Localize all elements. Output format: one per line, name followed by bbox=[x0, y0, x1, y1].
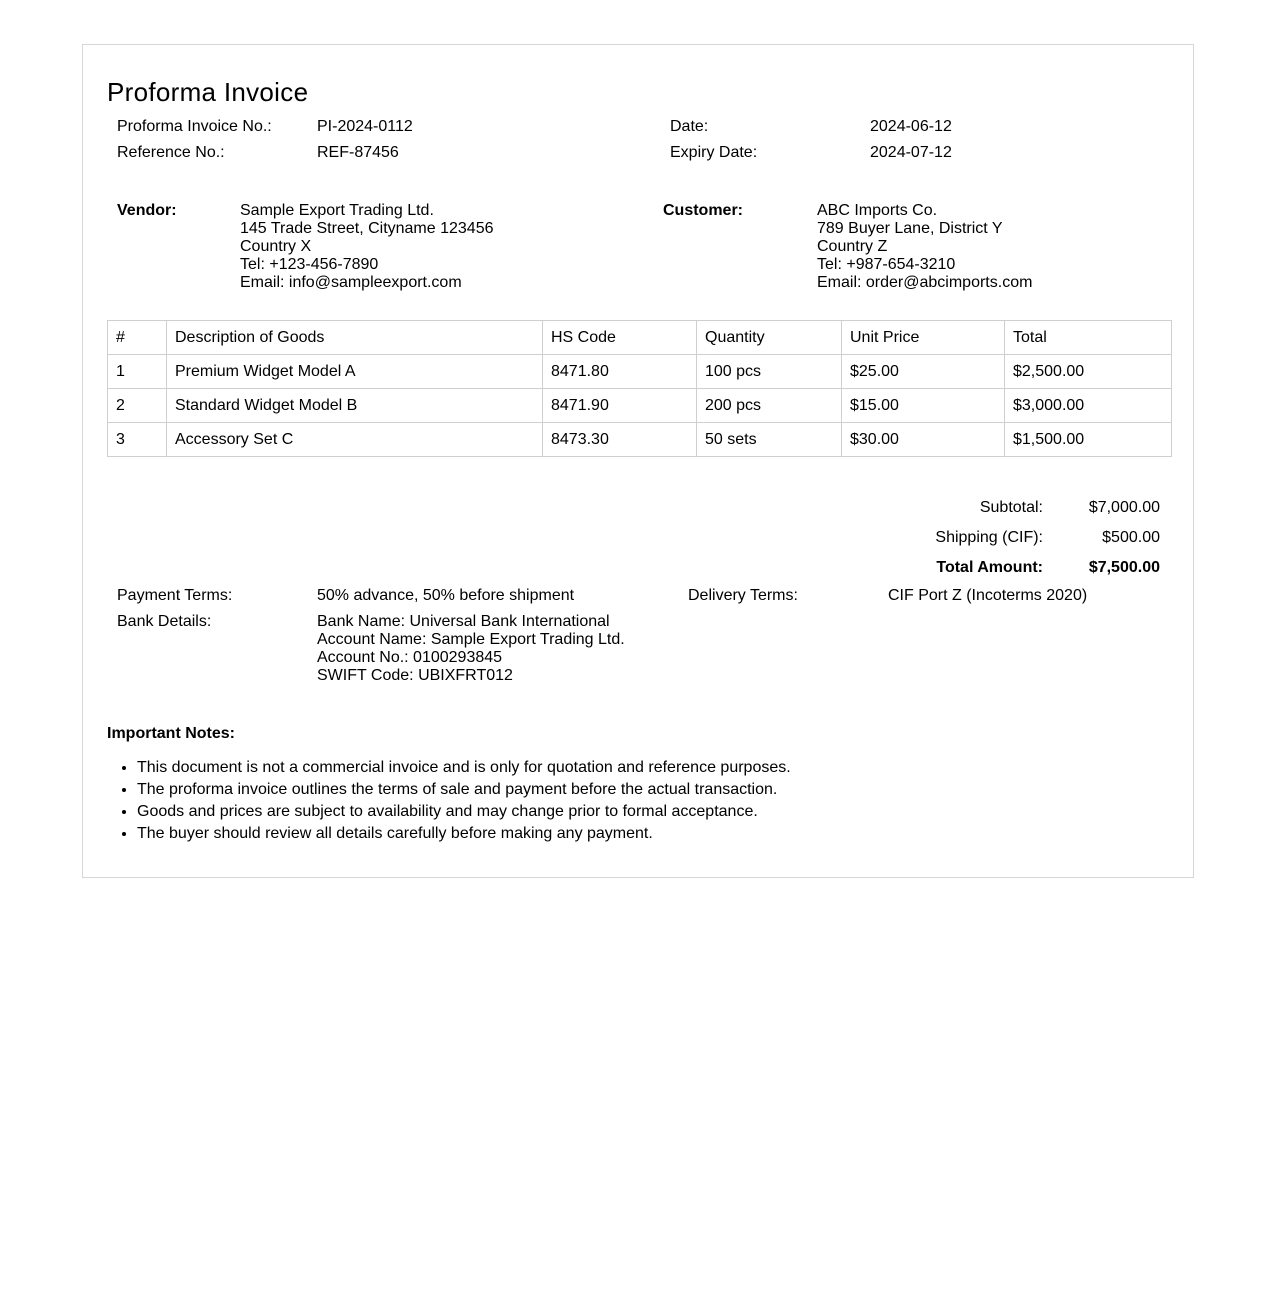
cell-hs-code: 8471.90 bbox=[543, 389, 697, 423]
cell-unit-price: $25.00 bbox=[842, 355, 1005, 389]
notes-list bbox=[107, 757, 791, 845]
header-unit-price: Unit Price bbox=[842, 321, 1005, 355]
cell-total: $1,500.00 bbox=[1005, 423, 1172, 457]
bank-line: Bank Name: Universal Bank International bbox=[317, 613, 610, 630]
customer-address bbox=[817, 202, 1032, 292]
cell-total: $2,500.00 bbox=[1005, 355, 1172, 389]
shipping-value: $500.00 bbox=[1102, 529, 1160, 546]
date-label: Date: bbox=[670, 118, 709, 135]
vendor-line: Tel: +123-456-7890 bbox=[240, 256, 379, 273]
delivery-terms-value: CIF Port Z (Incoterms 2020) bbox=[888, 587, 1088, 604]
subtotal-value: $7,000.00 bbox=[1088, 499, 1160, 516]
vendor-address bbox=[240, 202, 494, 292]
list-item: • Goods and prices are subject to availability and may change prior to formal acceptance. bbox=[137, 801, 791, 823]
table-header-row bbox=[108, 321, 1172, 355]
bank-line: SWIFT Code: UBIXFRT012 bbox=[317, 667, 513, 684]
table-row bbox=[108, 423, 1172, 457]
notes-heading: Important Notes: bbox=[107, 725, 235, 742]
cell-index: 2 bbox=[108, 389, 167, 423]
header-total: Total bbox=[1005, 321, 1172, 355]
expiry-date-value: 2024-07-12 bbox=[870, 144, 952, 161]
cell-unit-price: $30.00 bbox=[842, 423, 1005, 457]
header-quantity: Quantity bbox=[697, 321, 842, 355]
header-index: # bbox=[108, 321, 167, 355]
customer-label: Customer: bbox=[663, 202, 744, 219]
cell-total: $3,000.00 bbox=[1005, 389, 1172, 423]
bank-line: Account Name: Sample Export Trading Ltd. bbox=[317, 631, 625, 648]
bank-details bbox=[317, 613, 625, 685]
delivery-terms-label: Delivery Terms: bbox=[688, 587, 798, 604]
cell-quantity: 200 pcs bbox=[697, 389, 842, 423]
expiry-date-label: Expiry Date: bbox=[670, 144, 758, 161]
vendor-line: Country X bbox=[240, 238, 312, 255]
bank-details-label: Bank Details: bbox=[117, 613, 212, 630]
subtotal-label: Subtotal: bbox=[979, 499, 1043, 516]
cell-description: Premium Widget Model A bbox=[167, 355, 543, 389]
cell-description: Standard Widget Model B bbox=[167, 389, 543, 423]
proforma-invoice-document bbox=[82, 44, 1194, 878]
invoice-no-value: PI-2024-0112 bbox=[317, 118, 413, 135]
vendor-line: Email: info@sampleexport.com bbox=[240, 274, 462, 291]
customer-line: Email: order@abcimports.com bbox=[817, 274, 1033, 291]
customer-line: ABC Imports Co. bbox=[817, 202, 938, 219]
vendor-label: Vendor: bbox=[117, 202, 177, 219]
header-hs-code: HS Code bbox=[543, 321, 697, 355]
reference-no-label: Reference No.: bbox=[117, 144, 225, 161]
cell-hs-code: 8471.80 bbox=[543, 355, 697, 389]
cell-unit-price: $15.00 bbox=[842, 389, 1005, 423]
header-description: Description of Goods bbox=[167, 321, 543, 355]
reference-no-value: REF-87456 bbox=[317, 144, 399, 161]
cell-index: 3 bbox=[108, 423, 167, 457]
total-amount-value: $7,500.00 bbox=[1088, 559, 1160, 576]
list-item: • The proforma invoice outlines the terms of sale and payment before the actual transaction. bbox=[137, 779, 791, 801]
cell-description: Accessory Set C bbox=[167, 423, 543, 457]
vendor-line: Sample Export Trading Ltd. bbox=[240, 202, 434, 219]
customer-line: 789 Buyer Lane, District Y bbox=[817, 220, 1003, 237]
total-amount-label: Total Amount: bbox=[936, 559, 1043, 576]
cell-quantity: 100 pcs bbox=[697, 355, 842, 389]
invoice-no-label: Proforma Invoice No.: bbox=[117, 118, 272, 135]
shipping-label: Shipping (CIF): bbox=[935, 529, 1043, 546]
document-title: Proforma Invoice bbox=[107, 77, 309, 107]
customer-line: Country Z bbox=[817, 238, 888, 255]
list-item: • The buyer should review all details carefully before making any payment. bbox=[137, 823, 791, 845]
table-row bbox=[108, 389, 1172, 423]
vendor-line: 145 Trade Street, Cityname 123456 bbox=[240, 220, 494, 237]
items-table bbox=[107, 320, 1172, 457]
table-row bbox=[108, 355, 1172, 389]
cell-index: 1 bbox=[108, 355, 167, 389]
cell-hs-code: 8473.30 bbox=[543, 423, 697, 457]
bank-line: Account No.: 0100293845 bbox=[317, 649, 503, 666]
date-value: 2024-06-12 bbox=[870, 118, 952, 135]
payment-terms-value: 50% advance, 50% before shipment bbox=[317, 587, 575, 604]
list-item: • This document is not a commercial invoice and is only for quotation and reference purposes. bbox=[137, 757, 791, 779]
cell-quantity: 50 sets bbox=[697, 423, 842, 457]
customer-line: Tel: +987-654-3210 bbox=[817, 256, 956, 273]
payment-terms-label: Payment Terms: bbox=[117, 587, 233, 604]
